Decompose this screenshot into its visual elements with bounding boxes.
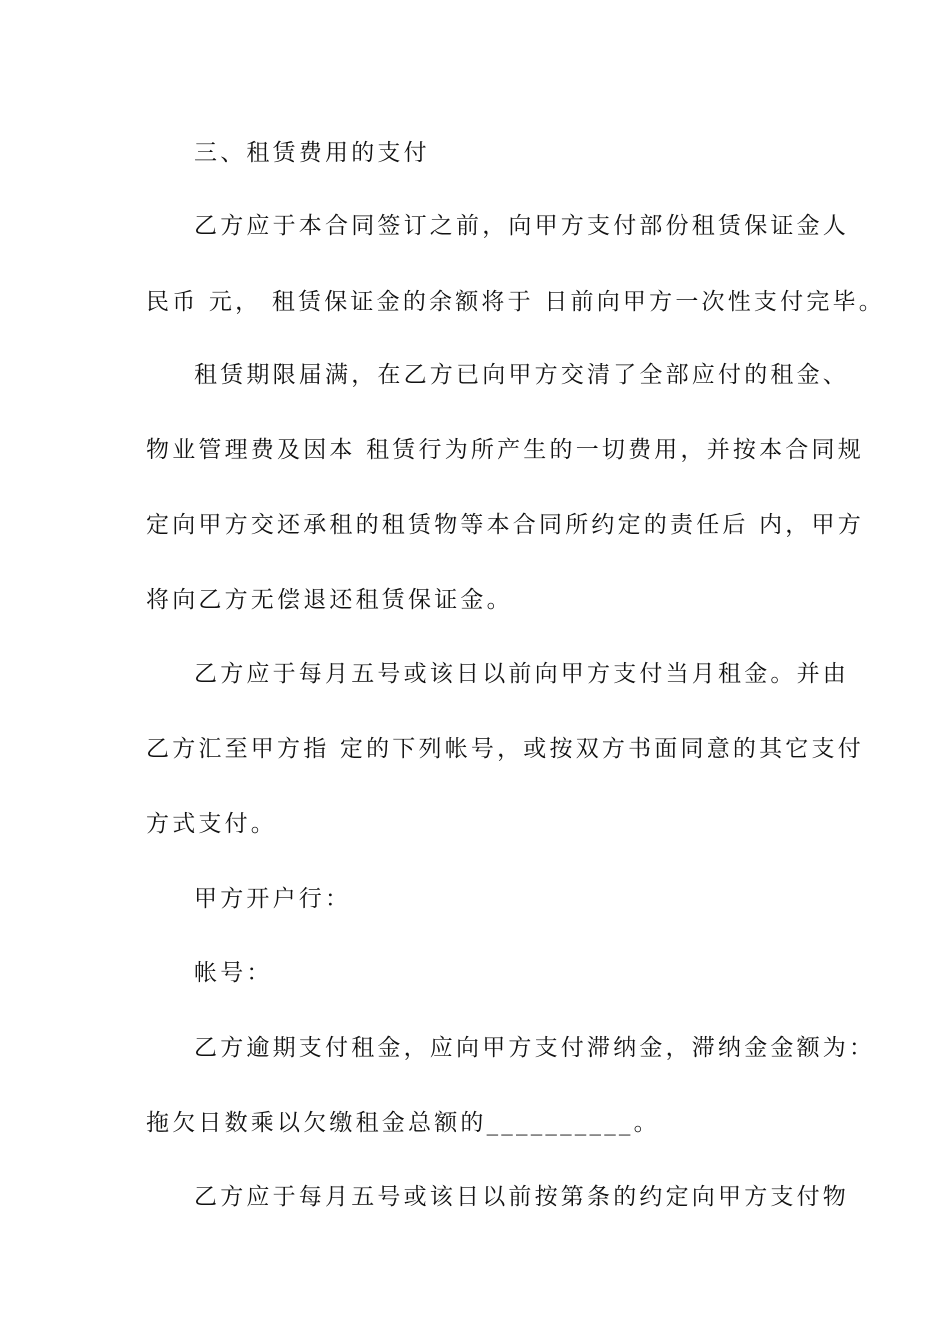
paragraph-line: 乙方应于每月五号或该日以前按第条的约定向甲方支付物: [194, 1184, 849, 1210]
paragraph-line: 乙方汇至甲方指 定的下列帐号，或按双方书面同意的其它支付: [146, 736, 864, 762]
paragraph-line: 民币 元， 租赁保证金的余额将于 日前向甲方一次性支付完毕。: [146, 289, 885, 315]
account-label: 帐号：: [194, 960, 273, 986]
bank-label: 甲方开户行：: [194, 886, 352, 912]
paragraph-line: 乙方应于每月五号或该日以前向甲方支付当月租金。并由: [194, 661, 849, 687]
paragraph-line: 方式支付。: [146, 811, 277, 837]
paragraph-line: 乙方逾期支付租金，应向甲方支付滞纳金，滞纳金金额为：: [194, 1035, 876, 1061]
paragraph-line: 租赁期限届满，在乙方已向甲方交清了全部应付的租金、: [194, 362, 849, 388]
paragraph-line: 定向甲方交还承租的租赁物等本合同所约定的责任后 内，甲方: [146, 512, 864, 538]
section-heading: 三、租赁费用的支付: [194, 140, 430, 166]
paragraph-line: 拖欠日数乘以欠缴租金总额的__________。: [146, 1110, 660, 1136]
paragraph-line: 物业管理费及因本 租赁行为所产生的一切费用，并按本合同规: [146, 437, 864, 463]
paragraph-line: 乙方应于本合同签订之前，向甲方支付部份租赁保证金人: [194, 213, 849, 239]
paragraph-line: 将向乙方无偿退还租赁保证金。: [146, 587, 513, 613]
